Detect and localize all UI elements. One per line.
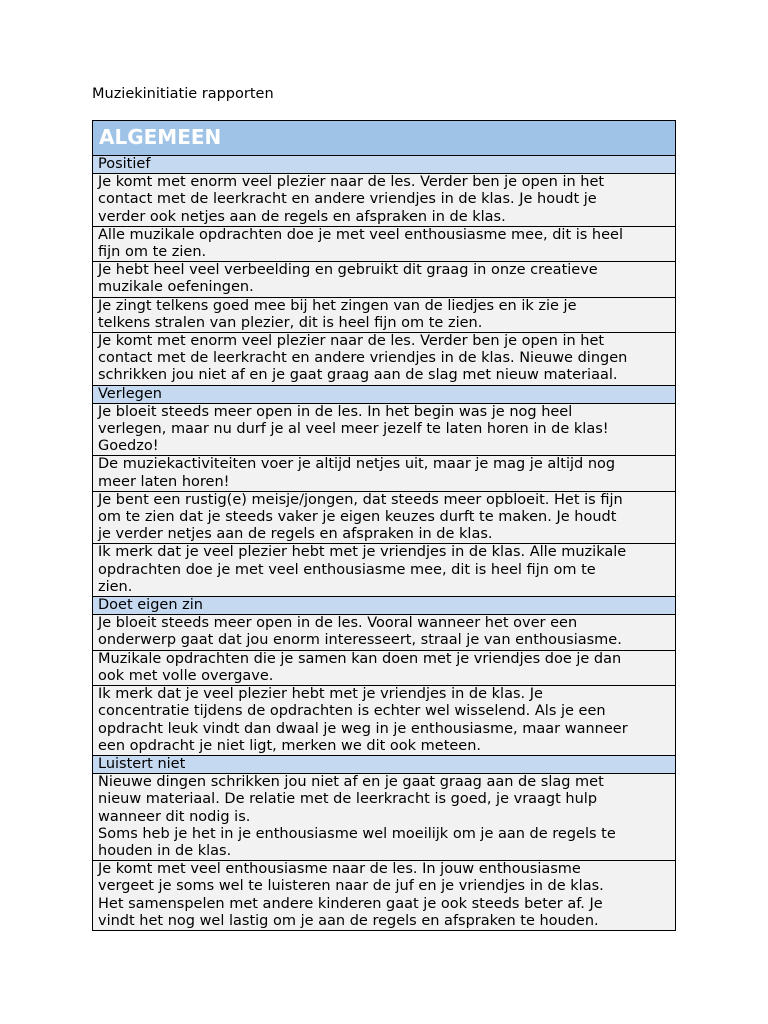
table-row: Je komt met veel enthousiasme naar de les. In jouw enthousiasme vergeet je soms wel te luisteren naar de juf en je vriendjes in de klas. Het samenspelen met andere kinderen gaat je ook steeds beter af. Je vindt het nog wel lastig om je aan de regels en afspraken te houden. bbox=[93, 861, 675, 930]
table-row: Je zingt telkens goed mee bij het zingen van de liedjes en ik zie je telkens stralen van plezier, dit is heel fijn om te zien. bbox=[93, 298, 675, 333]
table-row: Ik merk dat je veel plezier hebt met je vriendjes in de klas. Je concentratie tijdens de opdrachten is echter wel wisselend. Als je een opdracht leuk vindt dan dwaal je weg in je enthousiasme, maar wanneer een opdracht je niet ligt, merken we dit ook meteen. bbox=[93, 686, 675, 756]
table-header: ALGEMEEN bbox=[93, 121, 675, 156]
table-row: Ik merk dat je veel plezier hebt met je vriendjes in de klas. Alle muzikale opdrachten doe je met veel enthousiasme mee, dit is heel fijn om te zien. bbox=[93, 544, 675, 597]
table-row: De muziekactiviteiten voer je altijd netjes uit, maar je mag je altijd nog meer laten horen! bbox=[93, 456, 675, 491]
table-row: Je hebt heel veel verbeelding en gebruikt dit graag in onze creatieve muzikale oefeningen. bbox=[93, 262, 675, 297]
table-row: Je komt met enorm veel plezier naar de les. Verder ben je open in het contact met de leerkracht en andere vriendjes in de klas. Nieuwe dingen schrikken jou niet af en je gaat graag aan de slag met nieuw materiaal. bbox=[93, 333, 675, 386]
table-row: Alle muzikale opdrachten doe je met veel enthousiasme mee, dit is heel fijn om te zien. bbox=[93, 227, 675, 262]
category-luistert-niet: Luistert niet bbox=[93, 756, 675, 774]
table-row: Nieuwe dingen schrikken jou niet af en je gaat graag aan de slag met nieuw materiaal. De relatie met de leerkracht is goed, je vraagt hulp wanneer dit nodig is. Soms heb je het in je enthousiasme wel moeilijk om je aan de regels te houden in de klas. bbox=[93, 774, 675, 861]
table-row: Muzikale opdrachten die je samen kan doen met je vriendjes doe je dan ook met volle overgave. bbox=[93, 651, 675, 686]
table-row: Je bent een rustig(e) meisje/jongen, dat steeds meer opbloeit. Het is fijn om te zien dat je steeds vaker je eigen keuzes durft te maken. Je houdt je verder netjes aan de regels en afspraken in de klas. bbox=[93, 492, 675, 545]
category-doet-eigen-zin: Doet eigen zin bbox=[93, 597, 675, 615]
document-title: Muziekinitiatie rapporten bbox=[92, 86, 274, 102]
table-row: Je bloeit steeds meer open in de les. In het begin was je nog heel verlegen, maar nu durf je al veel meer jezelf te laten horen in de klas! Goedzo! bbox=[93, 404, 675, 457]
category-positief: Positief bbox=[93, 156, 675, 174]
table-row: Je komt met enorm veel plezier naar de les. Verder ben je open in het contact met de leerkracht en andere vriendjes in de klas. Je houdt je verder ook netjes aan de regels en afspraken in de klas. bbox=[93, 174, 675, 227]
table-row: Je bloeit steeds meer open in de les. Vooral wanneer het over een onderwerp gaat dat jou enorm interesseert, straal je van enthousiasme. bbox=[93, 615, 675, 650]
category-verlegen: Verlegen bbox=[93, 386, 675, 404]
report-table bbox=[92, 120, 676, 931]
